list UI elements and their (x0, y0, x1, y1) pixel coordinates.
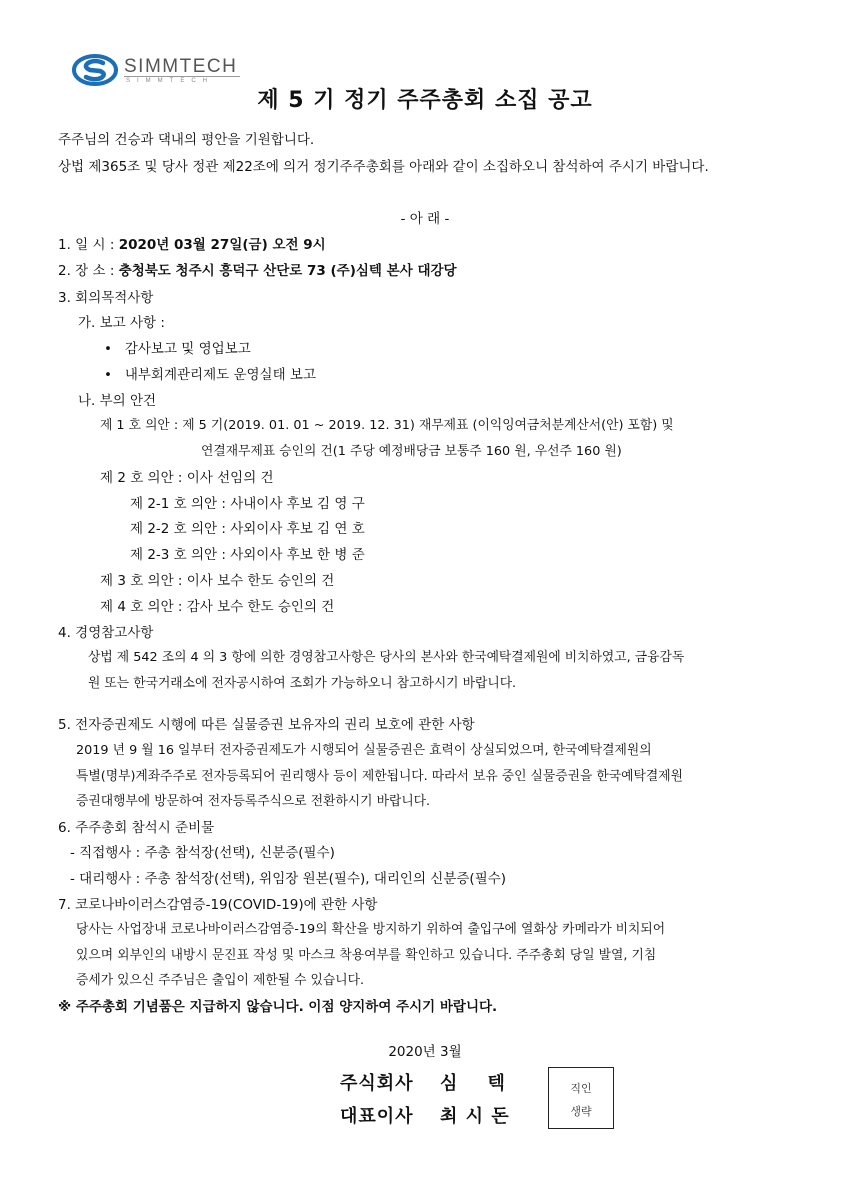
item6-heading: 6. 주주총회 참석시 준비물 (58, 820, 215, 836)
intro-line-2: 상법 제365조 및 당사 정관 제22조에 의거 정기주주총회를 아래와 같이 소집하오니 참석하여 주시기 바랍니다. (58, 159, 709, 175)
company-name: 심 텍 (440, 1073, 506, 1094)
logo-text: SIMMTECH (124, 56, 238, 77)
item4-line-1: 상법 제 542 조의 4 의 3 항에 의한 경영참고사항은 당사의 본사와 한국예탁결제원에 비치하였고, 금융감독 (88, 650, 685, 665)
report-item-2 (104, 369, 316, 383)
bullet-icon: • (104, 367, 112, 383)
report-item-text: 내부회계관리제도 운영실태 보고 (124, 367, 316, 383)
company-logo (72, 50, 242, 90)
item7-heading: 7. 코로나바이러스감염증-19(COVID-19)에 관한 사항 (58, 897, 378, 913)
item-date-label: 1. 일 시 : (58, 237, 119, 253)
item-place-value: 충청북도 청주시 흥덕구 산단로 73 (주)심텍 본사 대강당 (118, 263, 457, 279)
item-date (58, 239, 326, 253)
document-date: 2020년 3월 (388, 1044, 462, 1060)
agenda-2-3: 제 2-3 호 의안 : 사외이사 후보 한 병 준 (130, 547, 365, 563)
agenda-2-2: 제 2-2 호 의안 : 사외이사 후보 김 연 호 (130, 521, 365, 537)
item6-line-2: - 대리행사 : 주총 참석장(선택), 위임장 원본(필수), 대리인의 신분증(필수) (70, 871, 507, 887)
agenda-2-1: 제 2-1 호 의안 : 사내이사 후보 김 영 구 (130, 496, 365, 512)
report-item-1 (104, 343, 251, 357)
item3-heading: 3. 회의목적사항 (58, 290, 154, 306)
ceo-label: 대표이사 (340, 1106, 414, 1127)
item-place (58, 265, 457, 279)
item4-heading: 4. 경영참고사항 (58, 625, 154, 641)
item6-line-1: - 직접행사 : 주총 참석장(선택), 신분증(필수) (70, 845, 335, 861)
item7-line-1: 당사는 사업장내 코로나바이러스감염증-19의 확산을 방지하기 위하여 출입구에 열화상 카메라가 비치되어 (76, 922, 666, 937)
simmtech-logo-icon (72, 50, 118, 90)
report-item-text: 감사보고 및 영업보고 (124, 341, 251, 357)
seal-line-1: 직인 (570, 1082, 592, 1095)
agenda-4: 제 4 호 의안 : 감사 보수 한도 승인의 건 (100, 599, 335, 615)
report-heading: 가. 보고 사항 : (78, 315, 165, 331)
agenda-3: 제 3 호 의안 : 이사 보수 한도 승인의 건 (100, 573, 335, 589)
agenda-2: 제 2 호 의안 : 이사 선임의 건 (100, 470, 274, 486)
gift-notice: ※ 주주총회 기념품은 지급하지 않습니다. 이점 양지하여 주시기 바랍니다. (58, 999, 498, 1015)
item7-line-2: 있으며 외부인의 내방시 문진표 작성 및 마스크 착용여부를 확인하고 있습니다. 주주총회 당일 발열, 기침 (76, 948, 657, 963)
agenda-1-line-1: 제 1 호 의안 : 제 5 기(2019. 01. 01 ~ 2019. 12. 31) 재무제표 (이익잉여금처분계산서(안) 포함) 및 (100, 418, 674, 433)
item4-line-2: 원 또는 한국거래소에 전자공시하여 조회가 가능하오니 참고하시기 바랍니다. (88, 676, 517, 691)
ceo-name: 최 시 돈 (440, 1106, 510, 1127)
item5-line-1: 2019 년 9 월 16 일부터 전자증권제도가 시행되어 실물증권은 효력이 상실되었으며, 한국예탁결제원의 (76, 743, 652, 758)
company-label: 주식회사 (340, 1073, 414, 1094)
logo-subtext: SIMMTECH (126, 78, 214, 84)
agenda-heading: 나. 부의 안건 (78, 393, 157, 409)
item5-heading: 5. 전자증권제도 시행에 따른 실물증권 보유자의 권리 보호에 관한 사항 (58, 717, 475, 733)
item7-line-3: 증세가 있으신 주주님은 출입이 제한될 수 있습니다. (76, 973, 365, 988)
item-place-label: 2. 장 소 : (58, 263, 119, 279)
item-date-value: 2020년 03월 27일(금) 오전 9시 (118, 237, 326, 253)
item5-line-2: 특별(명부)계좌주주로 전자등록되어 권리행사 등이 제한됩니다. 따라서 보유 중인 실물증권을 한국예탁결제원 (76, 769, 683, 784)
seal-line-2: 생략 (570, 1105, 592, 1118)
bullet-icon: • (104, 341, 112, 357)
below-label: - 아 래 - (400, 211, 450, 227)
agenda-1-line-2: 연결재무제표 승인의 건(1 주당 예정배당금 보통주 160 원, 우선주 160 원) (201, 444, 622, 459)
seal-omitted-box (548, 1067, 614, 1129)
item5-line-3: 증권대행부에 방문하여 전자등록주식으로 전환하시기 바랍니다. (76, 794, 431, 809)
intro-line-1: 주주님의 건승과 댁내의 평안을 기원합니다. (58, 132, 315, 148)
page-title: 제 5 기 정기 주주총회 소집 공고 (257, 88, 593, 113)
